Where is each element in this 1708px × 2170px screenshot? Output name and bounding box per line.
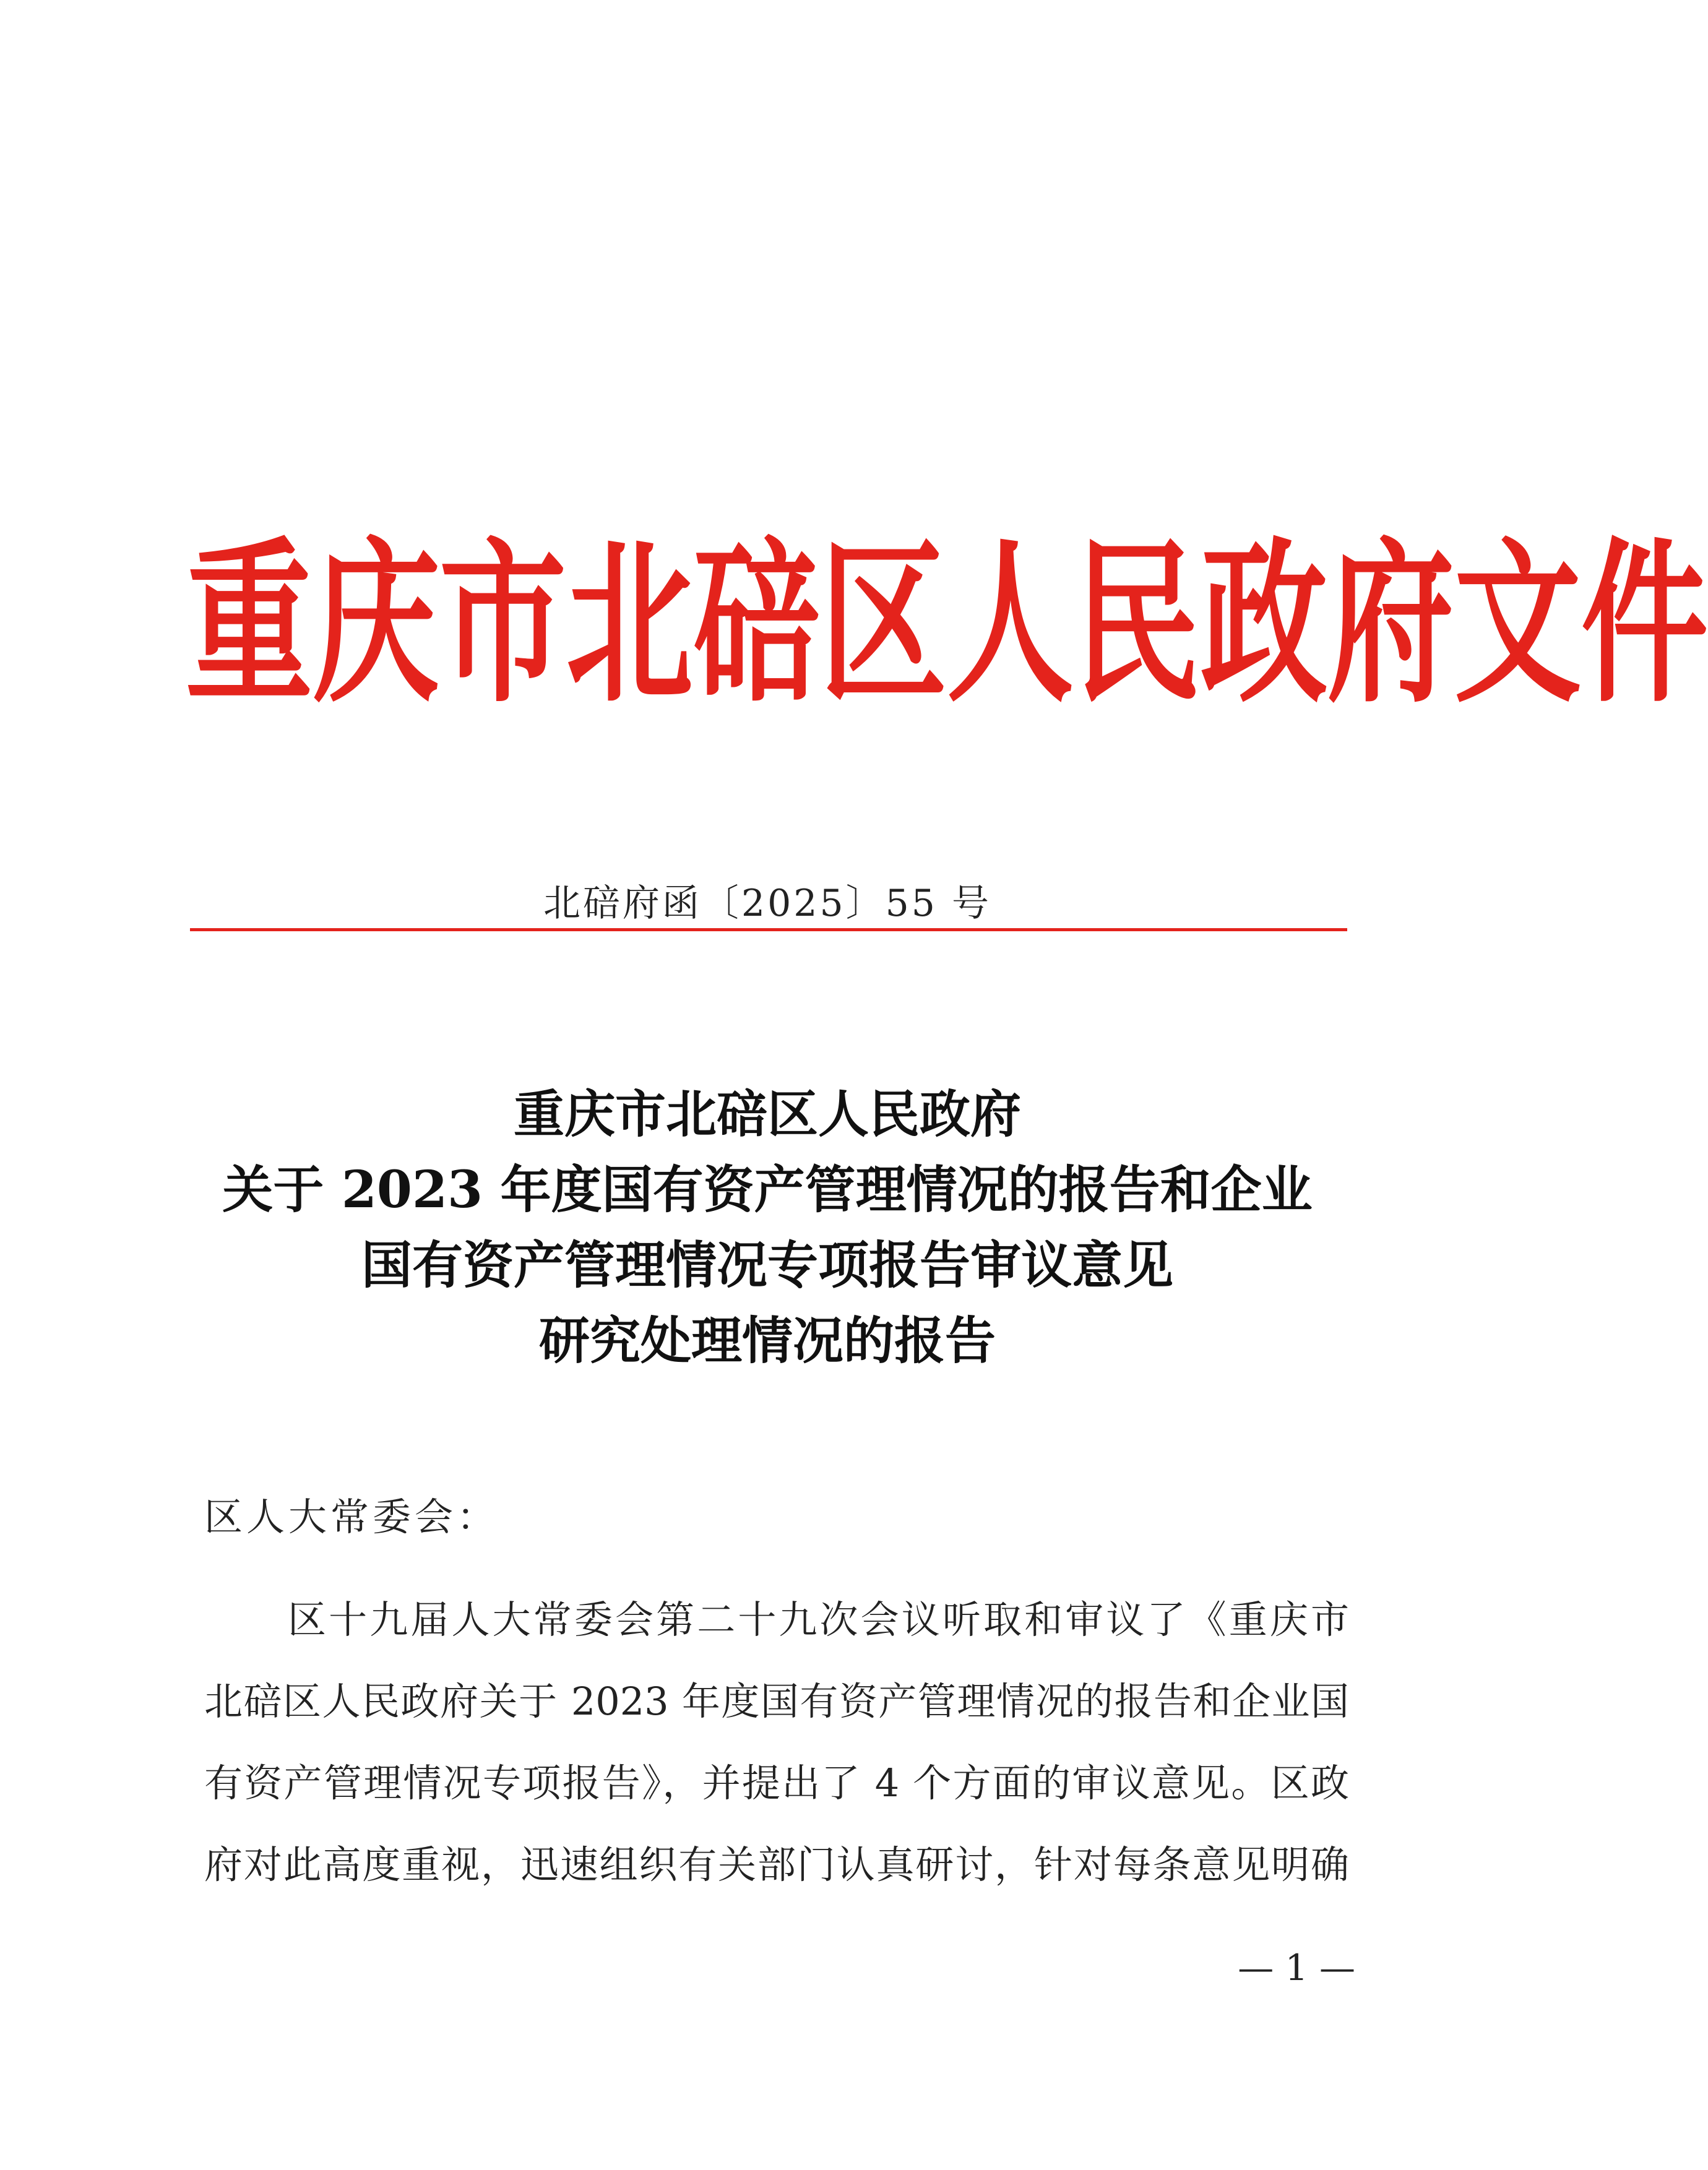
masthead-char: 北 (566, 523, 693, 727)
masthead-title (186, 523, 1708, 727)
masthead-char: 人 (947, 523, 1074, 727)
body-line: 北碚区人民政府关于 2023 年度国有资产管理情况的报告和企业国 (204, 1679, 1349, 1724)
masthead-char: 市 (439, 523, 566, 727)
body-line: 有资产管理情况专项报告》，并提出了 4 个方面的审议意见。区政 (204, 1760, 1349, 1806)
title-line: 关于 2023 年度国有资产管理情况的报告和企业 (222, 1160, 1313, 1220)
red-separator-line (190, 928, 1347, 931)
masthead-char: 政 (1201, 523, 1327, 727)
body-text (204, 1579, 1349, 1906)
body-line: 府对此高度重视，迅速组织有关部门认真研讨，针对每条意见明确 (204, 1842, 1349, 1887)
masthead-char: 文 (1454, 523, 1581, 727)
title-line: 重庆市北碚区人民政府 (513, 1085, 1021, 1144)
masthead-char: 重 (186, 523, 313, 727)
masthead-char: 区 (820, 523, 947, 727)
title-line: 国有资产管理情况专项报告审议意见 (361, 1236, 1173, 1295)
masthead-char: 府 (1327, 523, 1454, 727)
title-line: 研究处理情况的报告 (538, 1311, 996, 1371)
masthead-char: 件 (1581, 523, 1708, 727)
body-line: 区十九届人大常委会第二十九次会议听取和审议了《重庆市 (288, 1597, 1349, 1642)
masthead-char: 碚 (693, 523, 820, 727)
salutation: 区人大常委会： (204, 1494, 499, 1539)
masthead-char: 庆 (313, 523, 439, 727)
document-title (0, 1077, 1535, 1379)
masthead-char: 民 (1074, 523, 1201, 727)
page-number: — 1 — (1238, 1947, 1355, 1989)
document-number: 北碚府函〔2025〕55 号 (543, 882, 992, 925)
